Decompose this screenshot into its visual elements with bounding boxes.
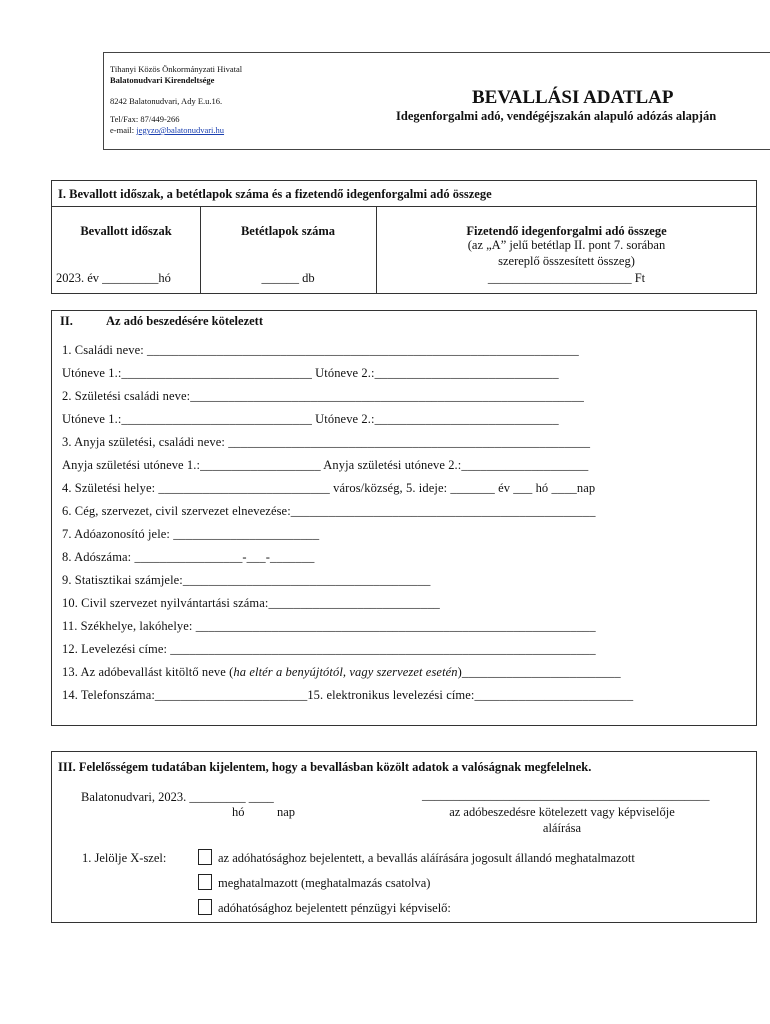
signature-label-2: aláírása (542, 821, 582, 835)
field-phone-email[interactable]: 14. Telefonszáma:________________________15. elektronikus levelezési címe:_________________________ (62, 688, 634, 702)
document-subtitle: Idegenforgalmi adó, vendégéjszakán alapuló adózás alapján (396, 109, 717, 123)
field-tax-number[interactable]: 8. Adószáma: _________________-___-_______ (62, 550, 315, 564)
field-mother-given-names[interactable]: Anyja születési utóneve 1.:___________________ Anyja születési utóneve 2.:____________________ (62, 458, 589, 472)
tax-amount-cell (377, 207, 756, 293)
letterhead-box (103, 52, 770, 150)
office-branch: Balatonudvari Kirendeltsége (110, 75, 215, 85)
section-3-box (51, 751, 757, 923)
option-label: meghatalmazott (meghatalmazás csatolva) (218, 876, 431, 890)
field-seat-residence[interactable]: 11. Székhelye, lakóhelye: _______________________________________________________________ (62, 619, 596, 633)
field-birth-family-name[interactable]: 2. Születési családi neve:______________________________________________________________ (62, 389, 584, 403)
period-cell (52, 207, 201, 293)
field-tax-id[interactable]: 7. Adóazonosító jele: _______________________ (62, 527, 320, 541)
section-1-heading: I. Bevallott időszak, a betétlapok száma és a fizetendő idegenforgalmi adó összege (58, 187, 492, 201)
option-label: adóhatósághoz bejelentett pénzügyi képviselő: (218, 901, 451, 915)
field-filler-name[interactable] (62, 665, 621, 680)
insert-sheets-header: Betétlapok száma (240, 224, 336, 238)
field-mailing-address[interactable]: 12. Levelezési címe: ___________________________________________________________________ (62, 642, 596, 656)
office-email (110, 125, 224, 136)
checkbox[interactable] (198, 874, 212, 890)
tax-amount-header: Fizetendő idegenforgalmi adó összege (466, 224, 667, 238)
insert-sheets-cell (200, 207, 377, 293)
tax-amount-note-1: (az „A” jelű betétlap II. pont 7. sorában (467, 238, 666, 252)
option-label: az adóhatósághoz bejelentett, a bevallás aláírására jogosult állandó meghatalmazott (218, 851, 635, 865)
field-given-names[interactable]: Utóneve 1.:______________________________ Utóneve 2.:_____________________________ (62, 366, 559, 380)
section-1-box (51, 180, 757, 294)
signature-label-1: az adóbeszedésre kötelezett vagy képviselője (449, 805, 675, 819)
option-permanent-representative[interactable] (198, 849, 635, 866)
checkbox[interactable] (198, 849, 212, 865)
period-header: Bevallott időszak (80, 224, 172, 238)
section-2-heading: Az adó beszedésére kötelezett (106, 314, 264, 328)
section-2-box (51, 310, 757, 726)
checkbox[interactable] (198, 899, 212, 915)
office-address: 8242 Balatonudvari, Ady E.u.16. (110, 96, 223, 106)
month-label: hó (232, 805, 245, 819)
filler-note: ha eltér a benyújtótól, vagy szervezet esetén (233, 665, 458, 679)
email-link[interactable]: jegyzo@balatonudvari.hu (136, 125, 225, 135)
office-name: Tihanyi Közös Önkormányzati Hivatal (110, 64, 243, 74)
tax-amount-note-2: szereplő összesített összeg) (498, 254, 635, 268)
document-title: BEVALLÁSI ADATLAP (472, 87, 674, 108)
field-birth-given-names[interactable]: Utóneve 1.:______________________________ Utóneve 2.:_____________________________ (62, 412, 559, 426)
mark-prompt: 1. Jelölje X-szel: (82, 851, 167, 865)
signature-line[interactable]: ______________________________________________ (422, 788, 710, 802)
field-family-name[interactable]: 1. Családi neve: ____________________________________________________________________ (62, 343, 579, 357)
day-label: nap (277, 805, 296, 819)
email-label: e-mail: (110, 125, 137, 135)
field-organization-name[interactable]: 6. Cég, szervezet, civil szervezet elnevezése:________________________________________________ (62, 504, 596, 518)
field-statistical-number[interactable]: 9. Statisztikai számjele:_______________________________________ (62, 573, 431, 587)
option-financial-representative[interactable] (198, 899, 451, 916)
section-2-number: II. (60, 314, 73, 328)
place-date-field[interactable]: Balatonudvari, 2023. _________ ____ (81, 790, 274, 804)
section-3-heading: III. Felelősségem tudatában kijelentem, hogy a bevallásban közölt adatok a valóságnak megfelelnek. (58, 760, 592, 774)
field-birth-place-date[interactable]: 4. Születési helye: ___________________________ város/község, 5. ideje: _______ év ___ hó ____nap (62, 481, 596, 495)
tax-amount-value[interactable]: _______________________ Ft (487, 271, 646, 285)
filler-text: 13. Az adóbevallást kitöltő neve (ha eltér a benyújtótól, vagy szervezet esetén)_________________________ (62, 665, 621, 679)
option-authorized-agent[interactable] (198, 874, 430, 891)
period-value[interactable]: 2023. év _________hó (56, 271, 171, 285)
field-registry-number[interactable]: 10. Civil szervezet nyilvántartási száma:___________________________ (62, 596, 440, 610)
field-mother-family-name[interactable]: 3. Anyja születési, családi neve: _________________________________________________________ (62, 435, 591, 449)
office-phone: Tel/Fax: 87/449-266 (110, 114, 180, 124)
insert-sheets-value[interactable]: ______ db (261, 271, 315, 285)
